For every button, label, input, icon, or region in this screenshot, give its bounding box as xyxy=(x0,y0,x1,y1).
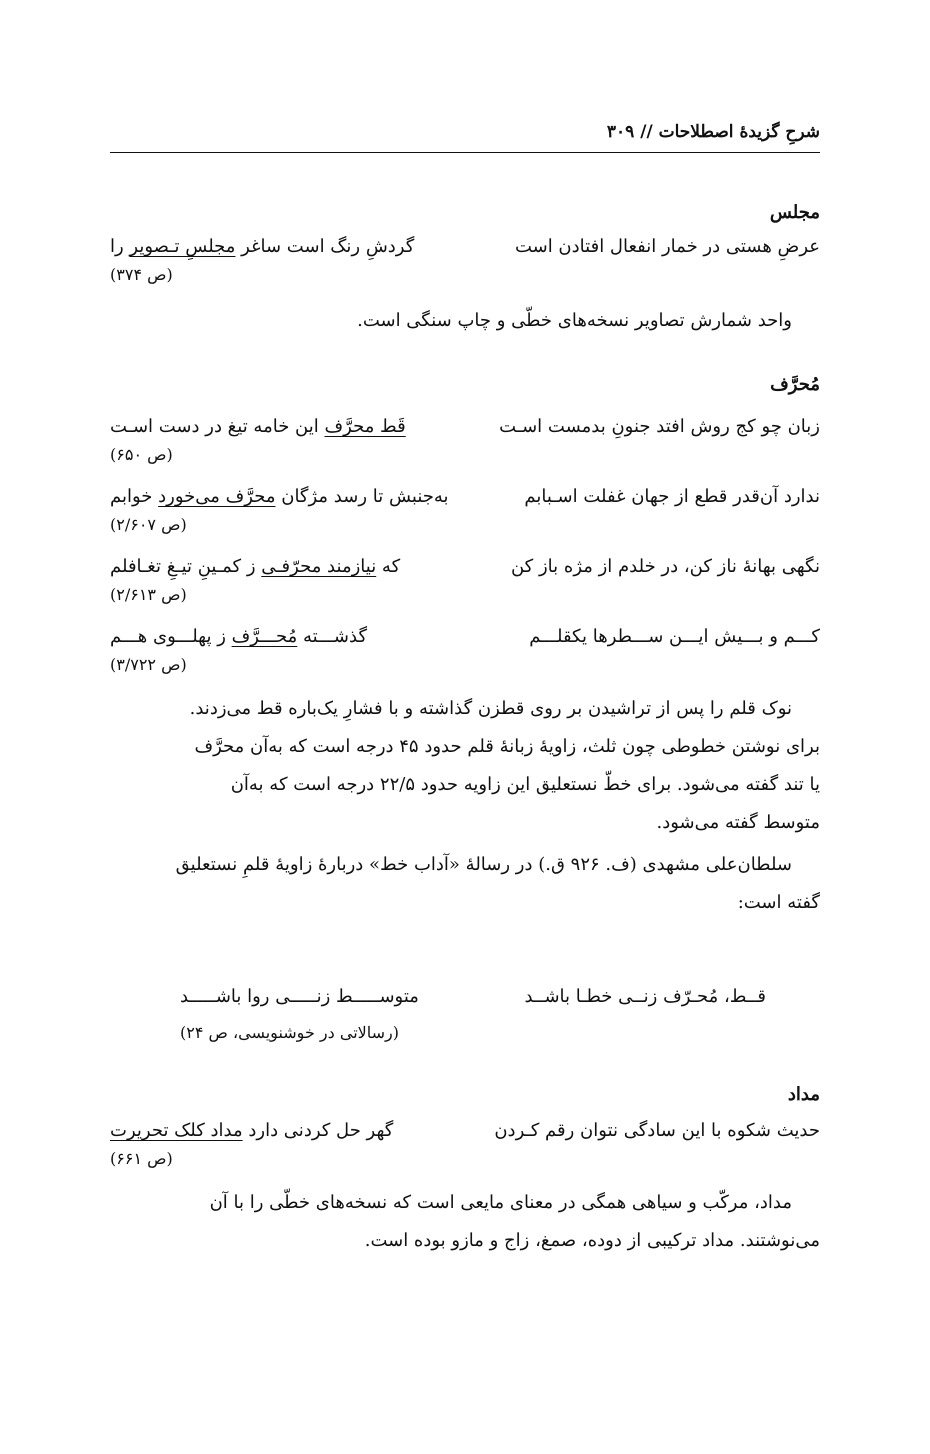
hemistich-first: زبان چو کج روش افتد جنونِ بدمست اسـت xyxy=(499,416,820,437)
hemistich-second: گهر حل کردنی دارد مداد کلک تحریرت xyxy=(110,1120,394,1141)
hemistich-first: حدیث شکوه با این سادگی نتوان رقم کـردن xyxy=(494,1120,820,1141)
definition-paragraph: مداد، مرکّب و سیاهی همگی در معنای مایعی است که نسخه‌های خطّی را با آن می‌نوشتند. مداد ترکیبی از دوده، صمغ، زاج و مازو بوده است. xyxy=(209,1192,820,1251)
verse-reference: (ص ۲/۶۱۳) xyxy=(110,585,187,604)
quoted-hemistich-second: متوســـــط زنـــــی روا باشـــــد xyxy=(180,986,419,1007)
hemistich-second: گذشـــته مُحـــرَّف ز پهلـــوی هـــم xyxy=(110,626,368,647)
verse-reference: (ص ۶۵۰) xyxy=(110,445,173,464)
quoted-hemistich-first: قــط، مُحـرّف زنــی خطـا باشــد xyxy=(524,986,766,1007)
hemistich-first: عرضِ هستی در خمار انفعال افتادن است xyxy=(514,236,820,257)
verse xyxy=(110,482,820,512)
underlined-term: محرَّف می‌خورد xyxy=(158,486,276,507)
entry-medad xyxy=(110,1082,820,1260)
entry-moharraf xyxy=(110,372,820,922)
underlined-term: مداد کلک تحریرت xyxy=(110,1120,243,1141)
hemistich-first: کـــم و بـــیش ایـــن ســـطرها یکقلـــم xyxy=(529,626,820,647)
hemistich-second: قَط محرَّف این خامه تیغ در دست اسـت xyxy=(110,416,406,437)
running-title: شرحِ گزیدهٔ اصطلاحات // ۳۰۹ xyxy=(606,122,820,142)
verse-reference: (ص ۳۷۴) xyxy=(110,265,173,284)
hemistich-first: نگهی بهانهٔ ناز کن، در خلدم از مژه باز کن xyxy=(510,556,820,577)
verse xyxy=(110,552,820,582)
entry-majlis xyxy=(110,200,820,340)
hemistich-second: گردشِ رنگ است ساغر مجلسِ تـصویر را xyxy=(110,236,415,257)
term-heading: مُحرَّف xyxy=(770,374,820,395)
definition-paragraph: واحد شمارش تصاویر نسخه‌های خطّی و چاپ سنگی است. xyxy=(357,310,792,331)
verse-reference: (ص ۳/۷۲۲) xyxy=(110,655,187,674)
term-heading: مداد xyxy=(787,1084,820,1105)
definition-paragraph: نوک قلم را پس از تراشیدن بر روی قطزن گذاشته و با فشارِ یک‌باره قط می‌زدند. برای نوشتن خطوطی چون ثلث، زاویهٔ زبانهٔ قلم حدود ۴۵ درجه است که به‌آن محرَّف یا تند گفته می‌شود. برای خطّ نستعلیق این زاویه حدود ۲۲/۵ درجه است که به‌آن متوسط گفته می‌شود. xyxy=(189,698,820,833)
quote-reference: (رسالاتی در خوشنویسی، ص ۲۴) xyxy=(180,1023,400,1042)
term-heading: مجلس xyxy=(769,202,820,223)
verse-reference: (ص ۲/۶۰۷) xyxy=(110,515,187,534)
underlined-term: نیازمند محرّفـی xyxy=(261,556,377,577)
underlined-term: قَط محرَّف xyxy=(324,416,406,437)
definition-paragraph: سلطان‌علی مشهدی (ف. ۹۲۶ ق.) در رسالهٔ «آداب خط» دربارهٔ زاویهٔ قلمِ نستعلیق گفته است: xyxy=(175,854,820,913)
verse-reference: (ص ۶۶۱) xyxy=(110,1149,173,1168)
verse xyxy=(110,622,820,652)
hemistich-second: به‌جنبش تا رسد مژگان محرَّف می‌خورد خوابم xyxy=(110,486,449,507)
page xyxy=(110,0,820,1454)
underlined-term: مُحـــرَّف xyxy=(231,626,298,647)
underlined-term: مجلسِ تـصویر xyxy=(129,236,236,257)
running-header xyxy=(110,112,820,153)
hemistich-first: ندارد آن‌قدر قطع از جهان غفلت اسـبابم xyxy=(524,486,820,507)
hemistich-second: که نیازمند محرّفـی ز کمـینِ تیـغِ تغـافلم xyxy=(110,556,401,577)
verse xyxy=(110,232,820,262)
verse xyxy=(110,1116,820,1146)
verse xyxy=(110,412,820,442)
